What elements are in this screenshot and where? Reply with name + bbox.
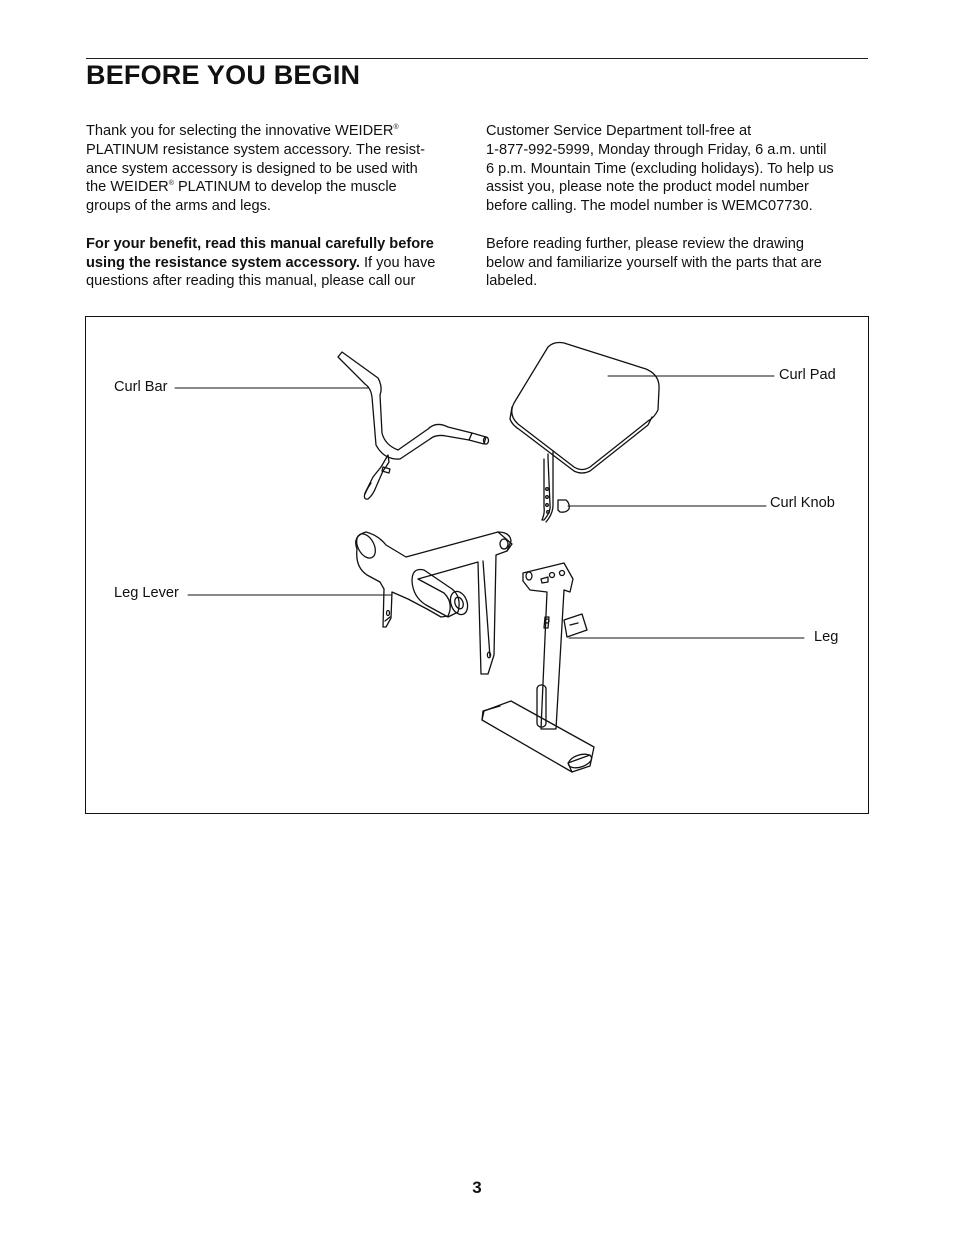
leg-lever-drawing <box>353 531 512 674</box>
registered-mark: ® <box>393 124 399 131</box>
callout-lines <box>175 376 804 638</box>
page-number: 3 <box>472 1178 482 1197</box>
intro-line: groups of the arms and legs. <box>86 198 271 215</box>
notice-bold-text: For your benefit, read this manual carefully before <box>86 235 434 252</box>
intro-line: Thank you for selecting the innovative WEIDER <box>86 123 394 139</box>
read-manual-notice <box>86 235 466 291</box>
intro-line: PLATINUM to develop the muscle <box>173 179 397 196</box>
leg-lever-label: Leg Lever <box>114 585 179 601</box>
leg-label: Leg <box>814 629 839 645</box>
curl-knob-label: Curl Knob <box>770 495 835 511</box>
review-drawing-paragraph <box>486 235 866 291</box>
intro-line: ance system accessory is designed to be used with <box>86 160 418 177</box>
registered-mark: ® <box>168 180 174 188</box>
notice-bold-text: using the resistance system accessory. <box>86 254 360 271</box>
service-line: 1-877-992-5999, Monday through Friday, 6 a.m. until <box>486 141 827 158</box>
curl-bar-drawing <box>338 352 489 499</box>
service-line: Customer Service Department toll-free at <box>486 123 752 139</box>
curl-pad-drawing <box>510 343 659 523</box>
intro-left-column <box>86 122 466 310</box>
review-line: Before reading further, please review the drawing <box>486 235 805 252</box>
review-line: below and familiarize yourself with the parts that are <box>486 254 822 271</box>
parts-drawing <box>86 317 868 813</box>
service-line: 6 p.m. Mountain Time (excluding holidays). To help us <box>486 160 834 177</box>
customer-service-paragraph <box>486 122 866 216</box>
page-title: BEFORE YOU BEGIN <box>86 60 361 90</box>
intro-line: PLATINUM resistance system accessory. The resist- <box>86 141 425 158</box>
service-line: before calling. The model number is WEMC07730. <box>486 198 813 215</box>
intro-right-column <box>486 122 866 310</box>
curl-pad-label: Curl Pad <box>779 367 836 383</box>
review-line: labeled. <box>486 273 538 290</box>
leg-drawing <box>482 563 594 772</box>
notice-text: questions after reading this manual, please call our <box>86 273 416 290</box>
curl-bar-label: Curl Bar <box>114 379 168 395</box>
intro-line: the WEIDER <box>86 179 169 196</box>
service-line: assist you, please note the product model number <box>486 179 809 196</box>
thank-you-paragraph <box>86 122 466 216</box>
notice-text: If you have <box>359 254 436 271</box>
parts-diagram <box>85 316 869 814</box>
top-rule <box>86 58 868 59</box>
